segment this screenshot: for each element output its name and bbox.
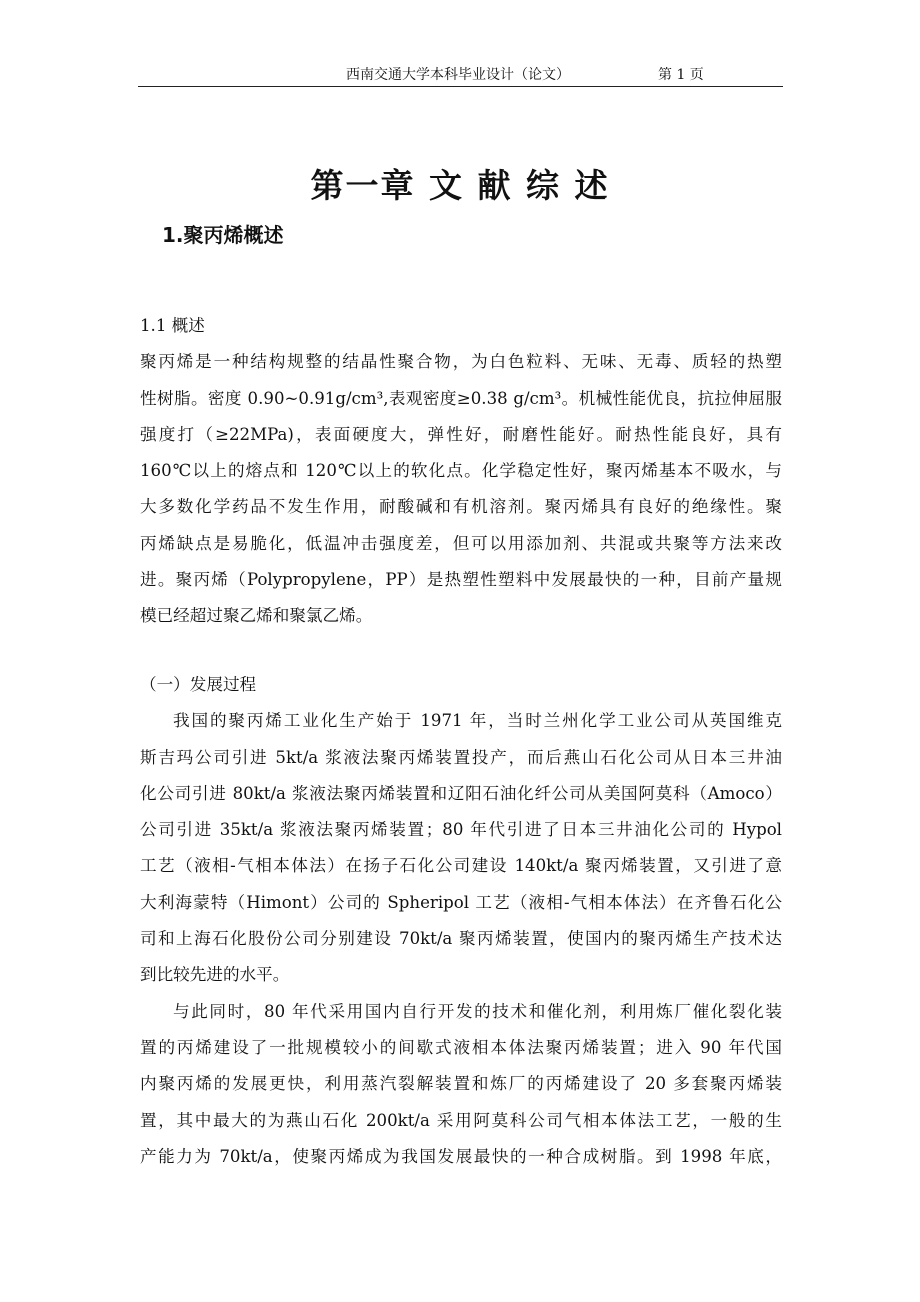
paragraph-line: 进。聚丙烯（Polypropylene，PP）是热塑性塑料中发展最快的一种，目前产量规 (140, 570, 782, 590)
development-section (140, 667, 782, 1175)
paragraph-line: 大利海蒙特（Himont）公司的 Spheripol 工艺（液相-气相本体法）在齐鲁石化公 (140, 892, 782, 912)
paragraph-line: 我国的聚丙烯工业化生产始于 1971 年，当时兰州化学工业公司从英国维克 (173, 711, 782, 731)
paragraph-line: 160℃以上的熔点和 120℃以上的软化点。化学稳定性好，聚丙烯基本不吸水，与 (140, 461, 782, 481)
paragraph-line: 公司引进 35kt/a 浆液法聚丙烯装置；80 年代引进了日本三井油化公司的 Hypol (140, 820, 782, 840)
subsection-heading: 1.1 概述 (140, 316, 205, 335)
page-number: 第 1 页 (658, 67, 704, 83)
paragraph-line: 产能力为 70kt/a，使聚丙烯成为我国发展最快的一种合成树脂。到 1998 年底， (140, 1146, 782, 1166)
paragraph-line: 聚丙烯是一种结构规整的结晶性聚合物，为白色粒料、无味、无毒、质轻的热塑 (140, 352, 782, 372)
paragraph-line: 斯吉玛公司引进 5kt/a 浆液法聚丙烯装置投产，而后燕山石化公司从日本三井油 (140, 747, 782, 767)
paragraph-line: 工艺（液相-气相本体法）在扬子石化公司建设 140kt/a 聚丙烯装置，又引进了意 (140, 856, 782, 876)
paragraph-line: 强度打（≥22MPa)，表面硬度大，弹性好，耐磨性能好。耐热性能良好，具有 (140, 424, 782, 444)
paragraph-line: 模已经超过聚乙烯和聚氯乙烯。 (140, 606, 373, 626)
paragraph-line: 与此同时，80 年代采用国内自行开发的技术和催化剂，利用炼厂催化裂化装 (173, 1001, 782, 1021)
chapter-title: 第一章 文 献 综 述 (310, 166, 610, 205)
paragraph-line: 大多数化学药品不发生作用，耐酸碱和有机溶剂。聚丙烯具有良好的绝缘性。聚 (140, 497, 782, 517)
paragraph-line: 化公司引进 80kt/a 浆液法聚丙烯装置和辽阳石油化纤公司从美国阿莫科（Amoco） (140, 783, 782, 803)
paragraph-line: 司和上海石化股份公司分别建设 70kt/a 聚丙烯装置，使国内的聚丙烯生产技术达 (140, 929, 782, 949)
paragraph-line: 丙烯缺点是易脆化，低温冲击强度差，但可以用添加剂、共混或共聚等方法来改 (140, 533, 782, 553)
paragraph-line: 内聚丙烯的发展更快，利用蒸汽裂解装置和炼厂的丙烯建设了 20 多套聚丙烯装 (140, 1074, 782, 1094)
development-heading: （一）发展过程 (140, 675, 257, 694)
paragraph-line: 性树脂。密度 0.90~0.91g/cm³,表观密度≥0.38 g/cm³。机械性能优良，抗拉伸屈服 (140, 388, 782, 408)
page-header (138, 62, 783, 87)
paragraph-line: 置，其中最大的为燕山石化 200kt/a 采用阿莫科公司气相本体法工艺，一般的生 (140, 1110, 782, 1130)
paragraph-line: 到比较先进的水平。 (140, 965, 290, 985)
paragraph-line: 置的丙烯建设了一批规模较小的间歇式液相本体法聚丙烯装置；进入 90 年代国 (140, 1037, 782, 1057)
section-title: 1.聚丙烯概述 (162, 223, 284, 247)
header-title: 西南交通大学本科毕业设计（论文） (346, 67, 570, 83)
subsection-1-1 (140, 308, 782, 635)
